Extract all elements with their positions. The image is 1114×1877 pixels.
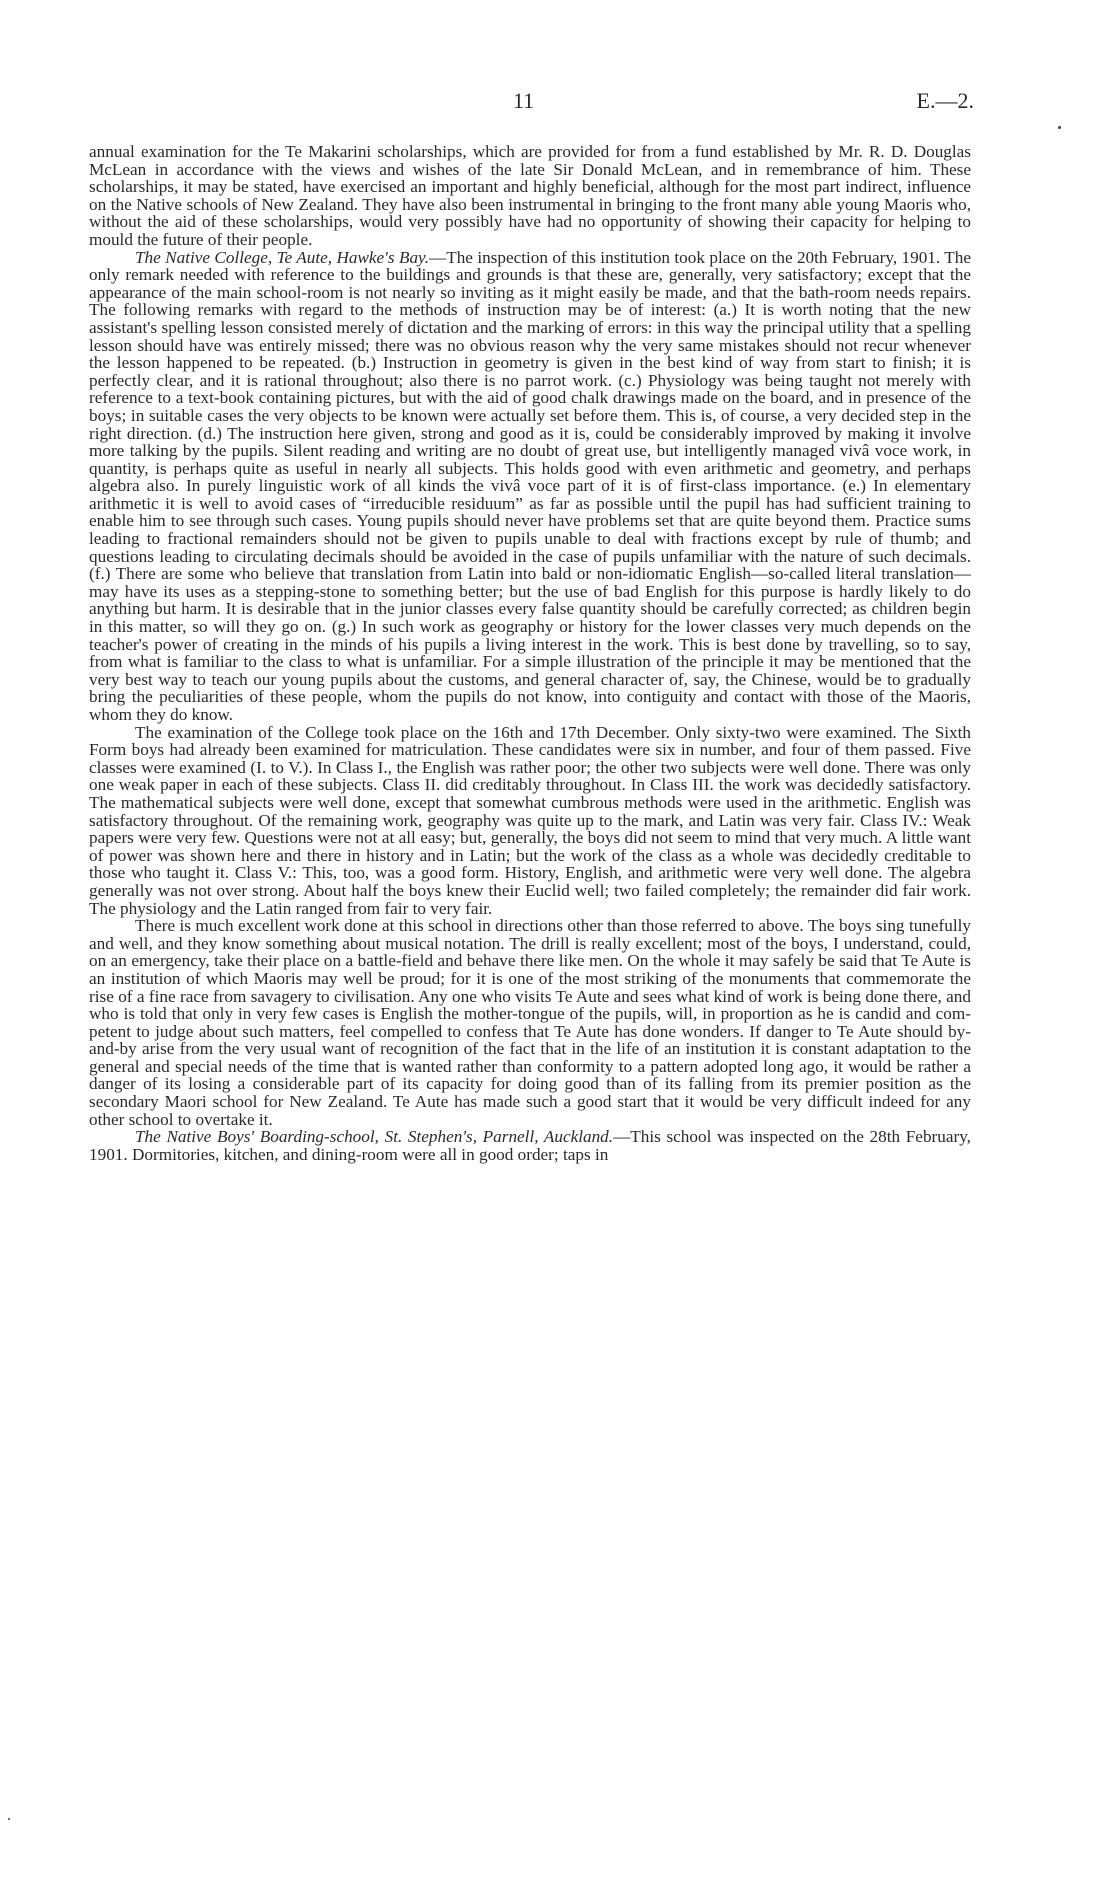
paragraph-te-makarini: annual examination for the Te Makarini scholarships, which are provided for from a fund established by Mr. R. D. Douglas McLean in accordance with the views and wishes of the late Sir Donald McLean, and in remembrance of him. These scholarships, it may be stated, have exercised an important and highly beneficial, although for the most part indirect, influence on the Native schools of New Zealand. They have also been instrumental in bringing to the front many able young Maoris who, without the aid of these scholarships, would very possibly have had no opportunity of showing their capacity for helping to mould the future of their people. [89, 142, 971, 249]
series-code: E.—2. [916, 88, 974, 113]
page-number: 11 [513, 88, 535, 113]
paragraph-native-college-body: —The inspection of this institution took place on the 20th February, 1901. The only remark needed with reference to the buildings and grounds is that these are, generally, very satisfactory; except that the appearance of the main school-room is not nearly so inviting as it might easily be made, and that the bath-room needs repairs. The following remarks with regard to the methods of instruction may be of interest: (a.) It is worth noting that the new assistant's spelling lesson consisted merely of dictation and the marking of errors: in this way the principal utility that a spelling lesson should have was entirely missed; there was no obvious reason why the very same mistakes should not recur whenever the lesson happened to be repeated. (b.) Instruction in geometry is given in the best kind of way from start to finish; it is perfectly clear, and it is rational throughout; also there is no parrot work. (c.) Physiology was being taught not merely with reference to a text-book containing pictures, but with the aid of good chalk drawings made on the board, and in presence of the boys; in suitable cases the very objects to be known were actually set before them. This is, of course, a very decided step in the right direction. (d.) The instruction here given, strong and good as it is, could be considerably improved by making it involve more talking by the pupils. Silent reading and writing are no doubt of great use, but intelligently managed vivâ voce work, in quantity, is perhaps quite as useful in nearly all subjects. This holds good with even arithmetic and geometry, and perhaps algebra also. In purely linguistic work of all kinds the vivâ voce part of it is of first-class importance. (e.) In elementary arithmetic it is well to avoid cases of “irreducible residuum” as far as possible until the pupil has had sufficient training to enable him to see through such cases. Young pupils should never have problems set that are quite beyond them. Practice sums leading to fractional remainders should not be given to pupils unable to deal with fractions except by rule of thumb; and questions leading to circulating decimals should be avoided in the case of pupils unfamiliar with the nature of such decimals. (f.) There are some who believe that translation from Latin into bald or non-idiomatic English—so-called literal translation—may have its uses as a stepping-stone to something better; but the use of bad English for this purpose is hardly likely to do anything but harm. It is desirable that in the junior classes every false quantity should be carefully corrected; as children begin in this matter, so will they go on. (g.) In such work as geography or history for the lower classes very much depends on the teacher's power of creating in the minds of his pupils a living interest in the work. This is best done by travelling, so to say, from what is familiar to the class to what is unfamiliar. For a simple illustration of the principle it may be mentioned that the very best way to teach our young pupils about the customs, and general character of, say, the Chinese, would be to gradually bring the peculiarities of these people, whom the pupils do not know, into contiguity and contact with those of the Maoris, whom they do know. [89, 247, 972, 724]
heading-native-college: The Native College, Te Aute, Hawke's Bay. [135, 247, 430, 267]
heading-st-stephens: The Native Boys' Boarding-school, St. Stephen's, Parnell, Auckland. [135, 1127, 614, 1147]
paragraph-college-examination: The examination of the College took place on the 16th and 17th December. Only sixty-two were examined. The Sixth Form boys had already been examined for matriculation. These candidates were six in number, and four of them passed. Five classes were examined (I. to V.). In Class I., the English was rather poor; the other two subjects were well done. There was only one weak paper in each of these subjects. Class II. did creditably throughout. In Class III. the work was decidedly satisfactory. The mathematical subjects were well done, except that somewhat cumbrous methods were used in the arithmetic. English was satisfactory throughout. Of the remaining work, geography was quite up to the mark, and Latin was very fair. Class IV.: Weak papers were very few. Questions were not at all easy; but, generally, the boys did not seem to mind that very much. A little want of power was shown here and there in history and in Latin; but the work of the class as a whole was decidedly creditable to those who taught it. Class V.: This, too, was a good form. History, English, and arithmetic were very well done. The algebra generally was not over strong. About half the boys knew their Euclid well; two failed completely; the remainder did fair work. The physiology and the Latin ranged from fair to very fair. [89, 722, 971, 918]
body-text [89, 143, 971, 1163]
speck-mark-bottom-left [8, 1818, 10, 1820]
paragraph-st-stephens [89, 1128, 971, 1163]
speck-mark-top-right [1058, 126, 1061, 129]
paragraph-native-college [89, 249, 971, 724]
paragraph-te-aute-summary: There is much excellent work done at this school in directions other than those referred to above. The boys sing tunefully and well, and they know something about musical notation. The drill is really excellent; most of the boys, I understand, could, on an emergency, take their place on a battle-field and behave there like men. On the whole it may safely be said that Te Aute is an institution of which Maoris may well be proud; for it is one of the most striking of the monuments that commemorate the rise of a fine race from savagery to civilisation. Any one who visits Te Aute and sees what kind of work is being done there, and who is told that only in very few cases is English the mother-tongue of the pupils, will, in proportion as he is candid and competent to judge about such matters, feel compelled to confess that Te Aute has done wonders. If danger to Te Aute should by-and-by arise from the very usual want of recognition of the fact that in the life of an institution it is constant adaptation to the general and special needs of the time that is wanted rather than conformity to a pattern adopted long ago, it would be rather a danger of its losing a considerable part of its capacity for doing good than of its falling from its premier position as the secondary Maori school for New Zealand. Te Aute has made such a good start that it would be very difficult indeed for any other school to overtake it. [89, 916, 971, 1129]
paragraph-st-stephens-body: —This school was inspected on the 28th February, 1901. Dormitories, kitchen, and dining-room were all in good order; taps in [89, 1127, 971, 1164]
